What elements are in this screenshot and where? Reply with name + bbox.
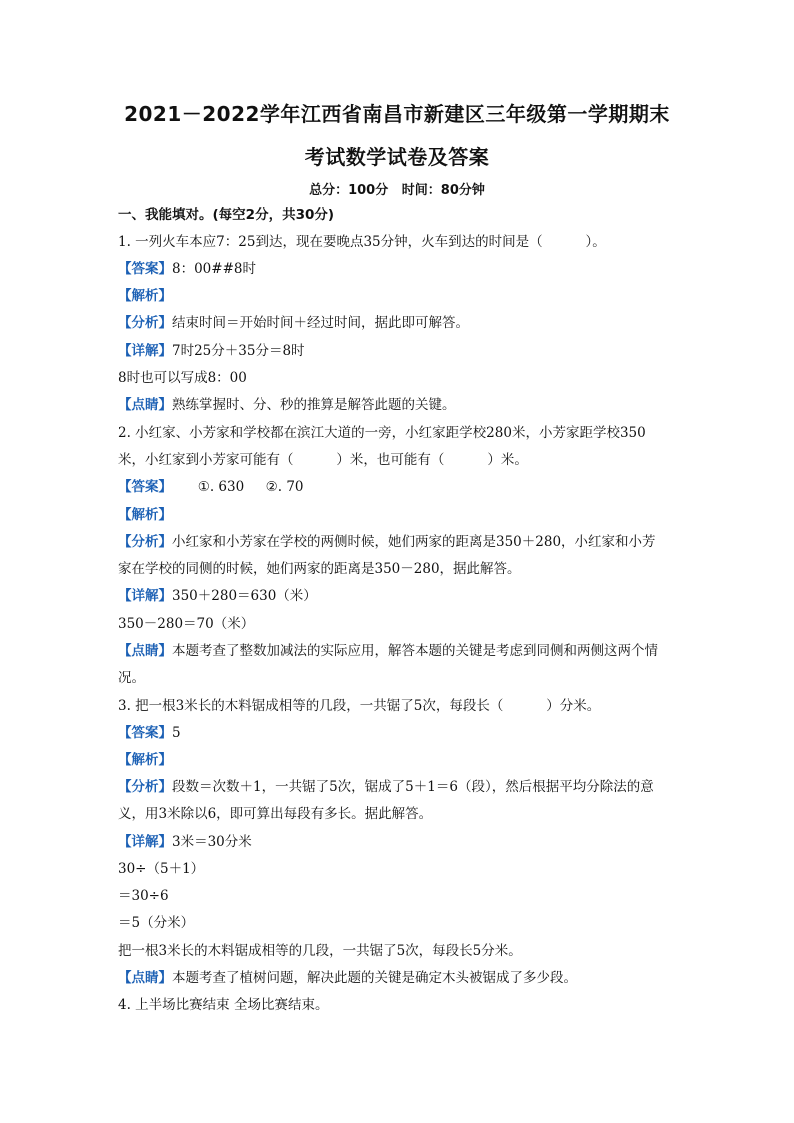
section-heading: 一、我能填对。(每空2分，共30分)	[118, 207, 335, 223]
question-2-fenxi-1	[118, 532, 656, 552]
question-3-dianjing	[118, 968, 577, 988]
exam-info: 总分：100分 时间：80分钟	[309, 183, 485, 198]
dianjing-tag: 【点睛】	[118, 970, 172, 986]
question-2-analysis	[118, 505, 172, 525]
question-3-calc-3: ＝5（分米）	[118, 915, 195, 931]
question-2-answer	[118, 477, 304, 497]
question-2-xiangjie-2: 350－280＝70（米）	[118, 616, 255, 632]
question-3-fenxi-2: 义，用3米除以6，即可算出每段有多长。据此解答。	[118, 806, 433, 822]
dianjing-text: 熟练掌握时、分、秒的推算是解答此题的关键。	[172, 397, 456, 413]
answer-text: ①. 630 ②. 70	[172, 479, 304, 495]
question-2-fenxi-2: 家在学校的同侧的时候，她们两家的距离是350－280，据此解答。	[118, 561, 521, 577]
answer-text: 5	[172, 725, 181, 741]
xiangjie-text: 3米＝30分米	[172, 834, 252, 850]
dianjing-text: 本题考查了整数加减法的实际应用，解答本题的关键是考虑到同侧和两侧这两个情	[172, 643, 658, 659]
answer-tag: 【答案】	[118, 479, 172, 495]
fenxi-tag: 【分析】	[118, 315, 172, 331]
fenxi-text: 结束时间＝开始时间＋经过时间，据此即可解答。	[172, 315, 469, 331]
dianjing-tag: 【点睛】	[118, 643, 172, 659]
question-4-stem: 4. 上半场比赛结束 全场比赛结束。	[118, 997, 329, 1013]
xiangjie-tag: 【详解】	[118, 834, 172, 850]
question-3-calc-1: 30÷（5＋1）	[118, 861, 205, 877]
question-3-xiangjie	[118, 832, 252, 852]
question-2-dianjing-1	[118, 641, 658, 661]
fenxi-text: 小红家和小芳家在学校的两侧时候，她们两家的距离是350＋280，小红家和小芳	[172, 534, 656, 550]
question-3-calc-2: ＝30÷6	[118, 888, 169, 904]
question-1-xiangjie-2: 8时也可以写成8：00	[118, 370, 247, 386]
fenxi-tag: 【分析】	[118, 779, 172, 795]
dianjing-text: 本题考查了植树问题，解决此题的关键是确定木头被锯成了多少段。	[172, 970, 577, 986]
question-3-stem: 3. 把一根3米长的木料锯成相等的几段，一共锯了5次，每段长（ ）分米。	[118, 698, 601, 714]
xiangjie-text: 7时25分＋35分＝8时	[172, 343, 305, 359]
question-1-stem: 1. 一列火车本应7：25到达，现在要晚点35分钟，火车到达的时间是（ ）。	[118, 234, 606, 250]
answer-tag: 【答案】	[118, 261, 172, 277]
xiangjie-tag: 【详解】	[118, 343, 172, 359]
analysis-tag: 【解析】	[118, 752, 172, 768]
xiangjie-text: 350＋280＝630（米）	[172, 588, 317, 604]
question-1-fenxi	[118, 313, 469, 333]
question-2-xiangjie	[118, 586, 317, 606]
question-2-stem-2: 米，小红家到小芳家可能有（ ）米，也可能有（ ）米。	[118, 452, 528, 468]
document-title-line-1: 2021－2022学年江西省南昌市新建区三年级第一学期期末	[124, 102, 670, 126]
question-1-xiangjie	[118, 341, 305, 361]
analysis-tag: 【解析】	[118, 507, 172, 523]
fenxi-text: 段数＝次数＋1，一共锯了5次，锯成了5＋1＝6（段），然后根据平均分除法的意	[172, 779, 654, 795]
fenxi-tag: 【分析】	[118, 534, 172, 550]
question-1-analysis	[118, 286, 172, 306]
dianjing-tag: 【点睛】	[118, 397, 172, 413]
answer-text: 8：00##8时	[172, 261, 256, 277]
question-3-conclusion: 把一根3米长的木料锯成相等的几段，一共锯了5次，每段长5分米。	[118, 943, 522, 959]
document-title-line-2: 考试数学试卷及答案	[304, 145, 490, 169]
question-1-answer	[118, 259, 256, 279]
question-3-answer	[118, 723, 181, 743]
question-1-dianjing	[118, 395, 456, 415]
answer-tag: 【答案】	[118, 725, 172, 741]
analysis-tag: 【解析】	[118, 288, 172, 304]
question-2-stem-1: 2. 小红家、小芳家和学校都在滨江大道的一旁，小红家距学校280米，小芳家距学校350	[118, 425, 646, 441]
question-3-fenxi-1	[118, 777, 654, 797]
question-2-dianjing-2: 况。	[118, 670, 145, 686]
question-3-analysis	[118, 750, 172, 770]
xiangjie-tag: 【详解】	[118, 588, 172, 604]
